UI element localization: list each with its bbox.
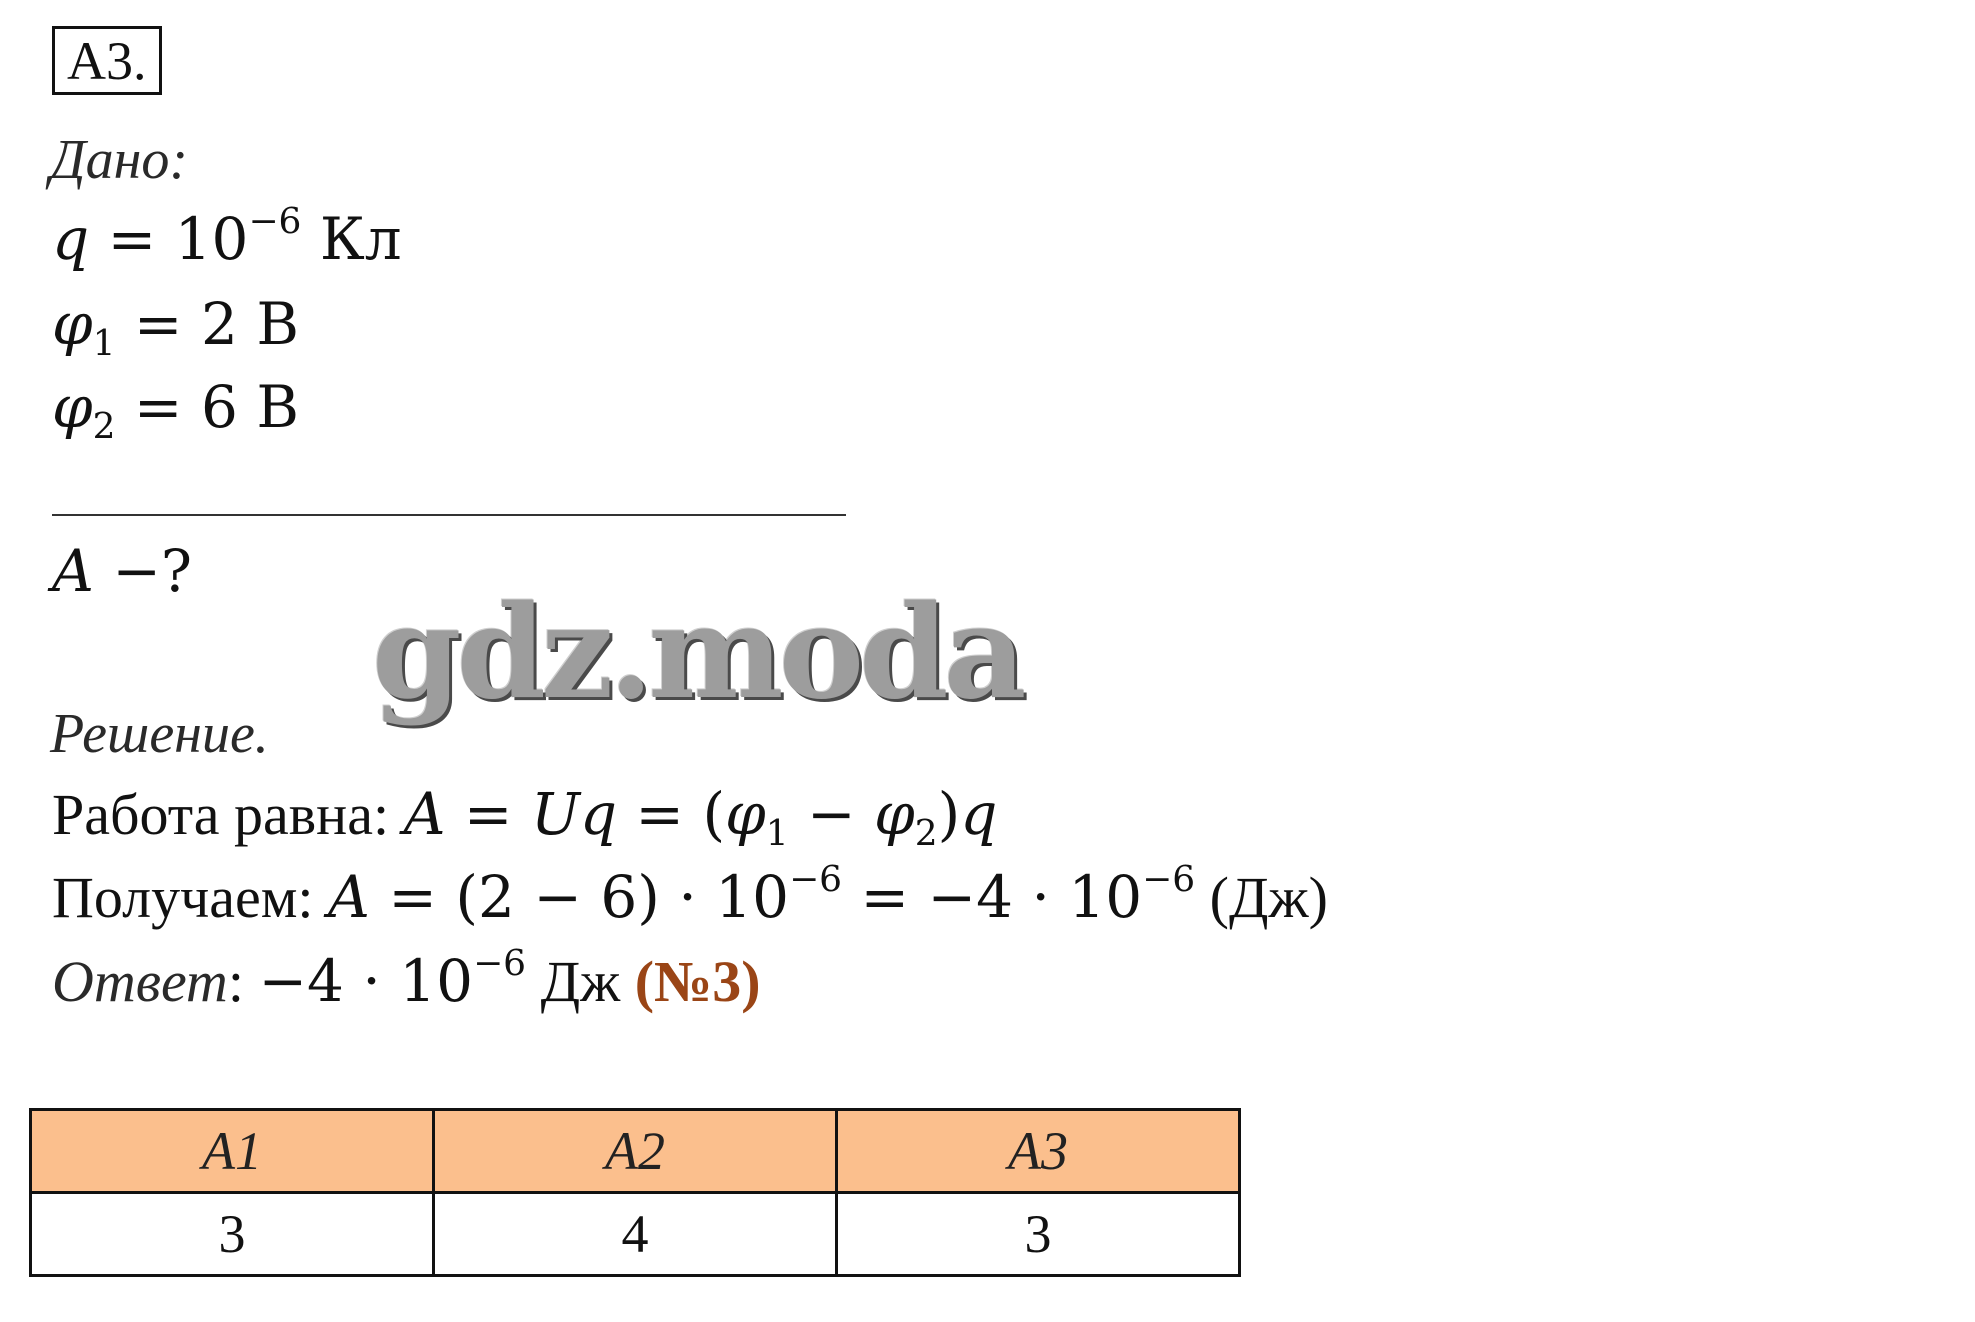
get-A: A bbox=[328, 863, 370, 931]
work-q: q bbox=[960, 780, 998, 848]
given-label-text: Дано bbox=[50, 129, 170, 191]
charge-symbol: q bbox=[52, 205, 90, 273]
divider-line bbox=[52, 514, 846, 516]
work-sub2: 2 bbox=[914, 812, 938, 854]
table-header-cell: A3 bbox=[837, 1110, 1240, 1193]
work-sub1: 1 bbox=[765, 812, 789, 854]
work-minus: − bbox=[788, 780, 875, 848]
phi1-subscript: 1 bbox=[92, 322, 116, 364]
work-prefix: Работа равна: bbox=[52, 782, 404, 847]
result-line bbox=[52, 859, 1328, 931]
find-text: −? bbox=[93, 537, 193, 605]
watermark: gdz.moda bbox=[372, 578, 1022, 728]
find-symbol: A bbox=[52, 537, 94, 605]
answer-value: −4 · 10 bbox=[258, 947, 474, 1015]
phi1-unit: В bbox=[237, 290, 299, 358]
get-prefix: Получаем: bbox=[52, 865, 329, 930]
work-phi1: φ bbox=[725, 780, 766, 848]
table-header-row bbox=[31, 1110, 1240, 1193]
table-header-cell: A1 bbox=[31, 1110, 434, 1193]
given-potential-1 bbox=[52, 290, 299, 364]
given-potential-2 bbox=[52, 373, 299, 447]
answer-colon: : bbox=[227, 949, 259, 1014]
table-row bbox=[31, 1193, 1240, 1276]
work-A: A bbox=[403, 780, 446, 848]
get-exp2: −6 bbox=[1142, 859, 1196, 901]
task-number: А3. bbox=[52, 26, 162, 95]
answer-exponent: −6 bbox=[473, 943, 527, 985]
given-label bbox=[50, 128, 188, 192]
charge-unit: Кл bbox=[301, 205, 402, 273]
solution-label: Решение. bbox=[50, 703, 269, 765]
get-expr2: = −4 · 10 bbox=[842, 863, 1143, 931]
phi2-value: 6 bbox=[200, 373, 238, 441]
phi1-value: 2 bbox=[200, 290, 238, 358]
phi2-symbol: φ bbox=[52, 373, 93, 441]
given-colon: : bbox=[169, 129, 189, 191]
work-formula-line bbox=[52, 780, 998, 854]
phi2-equals: = bbox=[115, 373, 201, 441]
charge-value: 10 bbox=[174, 205, 249, 273]
work-close: ) bbox=[937, 780, 961, 848]
answer-unit: Дж bbox=[526, 949, 635, 1014]
work-phi2: φ bbox=[874, 780, 915, 848]
charge-exponent: −6 bbox=[248, 201, 302, 243]
answer-table bbox=[29, 1108, 1241, 1277]
get-exp1: −6 bbox=[789, 859, 843, 901]
charge-equals: = bbox=[89, 205, 175, 273]
table-header-cell: A2 bbox=[434, 1110, 837, 1193]
answer-reference: (№3) bbox=[634, 949, 761, 1014]
get-expr1: = (2 − 6) · 10 bbox=[369, 863, 790, 931]
given-charge bbox=[52, 201, 402, 273]
table-cell: 3 bbox=[31, 1193, 434, 1276]
table-cell: 4 bbox=[434, 1193, 837, 1276]
answer-label: Ответ bbox=[52, 949, 228, 1014]
work-eq1: = bbox=[445, 780, 531, 848]
get-unit: (Дж) bbox=[1195, 865, 1328, 930]
phi2-subscript: 2 bbox=[92, 405, 116, 447]
table-cell: 3 bbox=[837, 1193, 1240, 1276]
answer-line bbox=[52, 943, 761, 1015]
phi1-equals: = bbox=[115, 290, 201, 358]
phi1-symbol: φ bbox=[52, 290, 93, 358]
work-eq2: = ( bbox=[616, 780, 726, 848]
phi2-unit: В bbox=[237, 373, 299, 441]
work-Uq: Uq bbox=[530, 780, 617, 848]
find-line bbox=[52, 537, 193, 605]
